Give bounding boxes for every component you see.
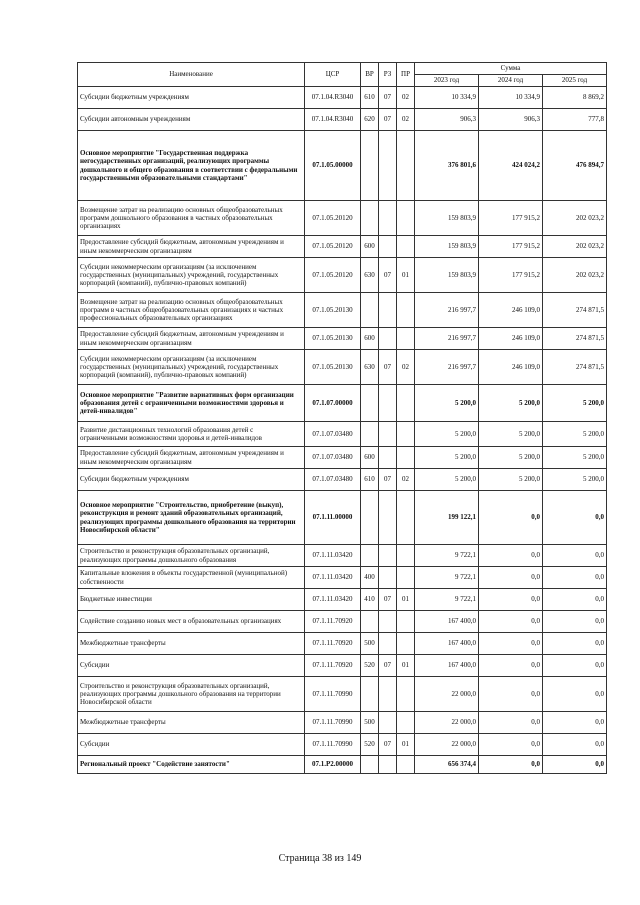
row-name: Региональный проект "Содействие занятости"	[78, 756, 305, 774]
row-name: Предоставление субсидий бюджетным, автономным учреждениям и иным некоммерческим организациям	[78, 236, 305, 258]
row-pr: 02	[397, 350, 415, 385]
row-pr	[397, 328, 415, 350]
row-vr	[361, 385, 379, 422]
row-name: Строительство и реконструкция образовательных организаций, реализующих программы дошкольного образования на территории Новосибирской области	[78, 677, 305, 712]
row-sum-2024: 0,0	[479, 545, 543, 567]
row-name: Межбюджетные трансферты	[78, 712, 305, 734]
row-rz: 07	[379, 87, 397, 109]
row-name: Основное мероприятие "Строительство, приобретение (выкуп), реконструкция и ремонт зданий образовательных организаций, реализующих программы дошкольного образования на территории Новосибирской области"	[78, 491, 305, 545]
table-row	[78, 677, 607, 712]
row-name: Субсидии	[78, 734, 305, 756]
header-vr: ВР	[361, 63, 379, 87]
row-rz	[379, 567, 397, 589]
row-vr	[361, 293, 379, 328]
row-sum-2023: 9 722,1	[415, 589, 479, 611]
row-pr: 01	[397, 734, 415, 756]
row-csr: 07.1.07.03480	[305, 447, 361, 469]
row-pr: 01	[397, 655, 415, 677]
table-row	[78, 567, 607, 589]
row-sum-2023: 10 334,9	[415, 87, 479, 109]
row-sum-2023: 167 400,0	[415, 611, 479, 633]
row-pr	[397, 611, 415, 633]
row-name: Межбюджетные трансферты	[78, 633, 305, 655]
row-csr: 07.1.11.03420	[305, 567, 361, 589]
row-sum-2025: 0,0	[543, 734, 607, 756]
row-rz: 07	[379, 258, 397, 293]
row-rz	[379, 236, 397, 258]
row-vr: 500	[361, 633, 379, 655]
row-sum-2024: 906,3	[479, 109, 543, 131]
row-name: Предоставление субсидий бюджетным, автономным учреждениям и иным некоммерческим организациям	[78, 328, 305, 350]
row-sum-2024: 177 915,2	[479, 258, 543, 293]
row-csr: 07.1.11.70920	[305, 633, 361, 655]
row-sum-2025: 5 200,0	[543, 447, 607, 469]
table-row	[78, 589, 607, 611]
table-row	[78, 611, 607, 633]
row-pr	[397, 293, 415, 328]
table-row	[78, 655, 607, 677]
row-vr: 630	[361, 350, 379, 385]
row-sum-2023: 906,3	[415, 109, 479, 131]
row-sum-2023: 9 722,1	[415, 567, 479, 589]
row-vr	[361, 756, 379, 774]
row-csr: 07.1.11.03420	[305, 589, 361, 611]
row-sum-2023: 376 801,6	[415, 131, 479, 201]
table-row	[78, 491, 607, 545]
table-row	[78, 447, 607, 469]
row-sum-2023: 22 000,0	[415, 734, 479, 756]
row-vr	[361, 201, 379, 236]
table-row	[78, 545, 607, 567]
row-sum-2024: 0,0	[479, 655, 543, 677]
row-sum-2025: 0,0	[543, 611, 607, 633]
row-name: Возмещение затрат на реализацию основных общеобразовательных программ дошкольного образования в частных образовательных организациях	[78, 201, 305, 236]
table-row	[78, 109, 607, 131]
row-name: Субсидии некоммерческим организациям (за исключением государственных (муниципальных) учреждений, государственных корпораций (компаний), публично-правовых компаний)	[78, 258, 305, 293]
row-csr: 07.1.07.00000	[305, 385, 361, 422]
row-sum-2024: 5 200,0	[479, 447, 543, 469]
table-row	[78, 131, 607, 201]
row-pr	[397, 677, 415, 712]
table-row	[78, 236, 607, 258]
row-sum-2024: 0,0	[479, 589, 543, 611]
header-year-2025: 2025 год	[543, 75, 607, 87]
row-pr	[397, 385, 415, 422]
row-csr: 07.1.05.20120	[305, 201, 361, 236]
row-sum-2023: 159 803,9	[415, 258, 479, 293]
row-name: Развитие дистанционных технологий образования детей с ограниченными возможностями здоровья и детей-инвалидов	[78, 422, 305, 447]
row-sum-2023: 199 122,1	[415, 491, 479, 545]
row-name: Строительство и реконструкция образовательных организаций, реализующих программы дошкольного образования	[78, 545, 305, 567]
row-sum-2025: 202 023,2	[543, 236, 607, 258]
table-row	[78, 258, 607, 293]
row-vr	[361, 677, 379, 712]
table-row	[78, 756, 607, 774]
row-name: Субсидии бюджетным учреждениям	[78, 469, 305, 491]
row-rz: 07	[379, 589, 397, 611]
row-csr: 07.1.11.70990	[305, 734, 361, 756]
row-sum-2025: 0,0	[543, 756, 607, 774]
row-pr	[397, 422, 415, 447]
row-vr: 630	[361, 258, 379, 293]
row-rz	[379, 545, 397, 567]
header-pr: ПР	[397, 63, 415, 87]
row-csr: 07.1.04.R3040	[305, 87, 361, 109]
table-row	[78, 469, 607, 491]
row-pr	[397, 633, 415, 655]
row-rz: 07	[379, 350, 397, 385]
row-rz	[379, 633, 397, 655]
row-name: Основное мероприятие "Государственная поддержка негосударственных организаций, реализующих программы дошкольного и общего образования в соответствии с федеральными государственными образовательными стандартами"	[78, 131, 305, 201]
row-sum-2024: 10 334,9	[479, 87, 543, 109]
row-sum-2025: 202 023,2	[543, 258, 607, 293]
row-vr: 600	[361, 328, 379, 350]
table-row	[78, 712, 607, 734]
row-csr: 07.1.05.00000	[305, 131, 361, 201]
row-rz	[379, 328, 397, 350]
row-vr	[361, 611, 379, 633]
row-sum-2023: 5 200,0	[415, 469, 479, 491]
row-sum-2024: 0,0	[479, 633, 543, 655]
row-sum-2024: 0,0	[479, 734, 543, 756]
row-vr: 610	[361, 87, 379, 109]
row-sum-2023: 22 000,0	[415, 712, 479, 734]
row-vr	[361, 545, 379, 567]
row-rz	[379, 677, 397, 712]
row-pr: 02	[397, 109, 415, 131]
table-row	[78, 734, 607, 756]
row-pr	[397, 712, 415, 734]
row-csr: 07.1.07.03480	[305, 469, 361, 491]
row-sum-2023: 159 803,9	[415, 236, 479, 258]
row-rz	[379, 756, 397, 774]
row-sum-2025: 5 200,0	[543, 422, 607, 447]
row-name: Бюджетные инвестиции	[78, 589, 305, 611]
table-row	[78, 633, 607, 655]
page-number: Страница 38 из 149	[278, 853, 362, 864]
row-rz	[379, 293, 397, 328]
row-sum-2025: 0,0	[543, 633, 607, 655]
table-row	[78, 87, 607, 109]
row-rz	[379, 422, 397, 447]
header-name: Наименование	[78, 63, 305, 87]
row-rz	[379, 491, 397, 545]
row-rz	[379, 712, 397, 734]
row-csr: 07.1.11.70990	[305, 677, 361, 712]
row-csr: 07.1.05.20130	[305, 328, 361, 350]
row-vr: 610	[361, 469, 379, 491]
row-sum-2024: 424 024,2	[479, 131, 543, 201]
row-rz: 07	[379, 655, 397, 677]
row-name: Предоставление субсидий бюджетным, автономным учреждениям и иным некоммерческим организациям	[78, 447, 305, 469]
row-sum-2023: 167 400,0	[415, 655, 479, 677]
row-pr	[397, 447, 415, 469]
row-sum-2024: 0,0	[479, 567, 543, 589]
row-csr: 07.1.07.03480	[305, 422, 361, 447]
row-name: Субсидии бюджетным учреждениям	[78, 87, 305, 109]
header-csr: ЦСР	[305, 63, 361, 87]
row-vr	[361, 422, 379, 447]
row-name: Содействие созданию новых мест в образовательных организациях	[78, 611, 305, 633]
row-csr: 07.1.11.70920	[305, 655, 361, 677]
row-csr: 07.1.11.00000	[305, 491, 361, 545]
row-name: Капитальные вложения в объекты государственной (муниципальной) собственности	[78, 567, 305, 589]
row-sum-2023: 216 997,7	[415, 293, 479, 328]
row-name: Возмещение затрат на реализацию основных общеобразовательных программ в частных общеобразовательных организациях и частных профессиональных образовательных организациях	[78, 293, 305, 328]
row-sum-2025: 8 869,2	[543, 87, 607, 109]
row-vr	[361, 491, 379, 545]
row-sum-2023: 5 200,0	[415, 385, 479, 422]
row-pr	[397, 236, 415, 258]
row-sum-2025: 5 200,0	[543, 469, 607, 491]
row-pr: 02	[397, 87, 415, 109]
table-body	[78, 87, 607, 774]
row-pr	[397, 567, 415, 589]
table-row	[78, 328, 607, 350]
row-csr: 07.1.11.70920	[305, 611, 361, 633]
table-row	[78, 422, 607, 447]
row-rz	[379, 385, 397, 422]
row-name: Субсидии автономным учреждениям	[78, 109, 305, 131]
header-year-2023: 2023 год	[415, 75, 479, 87]
row-pr: 01	[397, 258, 415, 293]
row-sum-2024: 177 915,2	[479, 201, 543, 236]
row-vr: 620	[361, 109, 379, 131]
row-vr: 520	[361, 734, 379, 756]
row-sum-2024: 5 200,0	[479, 385, 543, 422]
row-csr: 07.1.05.20120	[305, 258, 361, 293]
row-sum-2025: 777,8	[543, 109, 607, 131]
row-sum-2023: 167 400,0	[415, 633, 479, 655]
row-csr: 07.1.05.20130	[305, 350, 361, 385]
header-year-2024: 2024 год	[479, 75, 543, 87]
row-sum-2025: 274 871,5	[543, 293, 607, 328]
row-rz	[379, 447, 397, 469]
table-row	[78, 385, 607, 422]
row-pr	[397, 756, 415, 774]
row-vr: 500	[361, 712, 379, 734]
row-pr	[397, 545, 415, 567]
row-sum-2025: 0,0	[543, 712, 607, 734]
table-row	[78, 350, 607, 385]
row-rz: 07	[379, 469, 397, 491]
table-row	[78, 293, 607, 328]
row-rz: 07	[379, 734, 397, 756]
row-csr: 07.1.P2.00000	[305, 756, 361, 774]
row-sum-2023: 5 200,0	[415, 447, 479, 469]
row-sum-2025: 5 200,0	[543, 385, 607, 422]
row-name: Основное мероприятие "Развитие вариативных форм организации образования детей с ограниченными возможностями здоровья и детей-инвалидов"	[78, 385, 305, 422]
row-sum-2025: 0,0	[543, 655, 607, 677]
row-vr: 400	[361, 567, 379, 589]
row-vr: 410	[361, 589, 379, 611]
row-sum-2024: 246 109,0	[479, 293, 543, 328]
row-sum-2024: 177 915,2	[479, 236, 543, 258]
row-sum-2025: 0,0	[543, 589, 607, 611]
row-rz	[379, 131, 397, 201]
row-sum-2024: 246 109,0	[479, 328, 543, 350]
row-sum-2024: 0,0	[479, 756, 543, 774]
table-row	[78, 201, 607, 236]
row-sum-2023: 216 997,7	[415, 350, 479, 385]
row-sum-2025: 202 023,2	[543, 201, 607, 236]
row-csr: 07.1.04.R3040	[305, 109, 361, 131]
row-sum-2023: 9 722,1	[415, 545, 479, 567]
row-sum-2024: 246 109,0	[479, 350, 543, 385]
row-sum-2025: 0,0	[543, 567, 607, 589]
row-sum-2024: 5 200,0	[479, 422, 543, 447]
header-sum: Сумма	[415, 63, 607, 75]
row-csr: 07.1.11.70990	[305, 712, 361, 734]
row-sum-2025: 476 894,7	[543, 131, 607, 201]
row-pr	[397, 491, 415, 545]
row-sum-2023: 22 000,0	[415, 677, 479, 712]
row-csr: 07.1.11.03420	[305, 545, 361, 567]
row-pr: 01	[397, 589, 415, 611]
row-rz	[379, 201, 397, 236]
row-csr: 07.1.05.20130	[305, 293, 361, 328]
row-pr	[397, 201, 415, 236]
row-sum-2023: 656 374,4	[415, 756, 479, 774]
row-pr: 02	[397, 469, 415, 491]
row-sum-2023: 216 997,7	[415, 328, 479, 350]
budget-table	[77, 62, 607, 774]
row-vr	[361, 131, 379, 201]
row-pr	[397, 131, 415, 201]
row-sum-2025: 274 871,5	[543, 350, 607, 385]
row-sum-2024: 0,0	[479, 611, 543, 633]
row-csr: 07.1.05.20120	[305, 236, 361, 258]
row-vr: 520	[361, 655, 379, 677]
row-sum-2025: 274 871,5	[543, 328, 607, 350]
row-rz: 07	[379, 109, 397, 131]
row-sum-2025: 0,0	[543, 491, 607, 545]
row-sum-2025: 0,0	[543, 677, 607, 712]
row-sum-2024: 0,0	[479, 712, 543, 734]
row-sum-2025: 0,0	[543, 545, 607, 567]
row-rz	[379, 611, 397, 633]
row-vr: 600	[361, 236, 379, 258]
row-sum-2023: 5 200,0	[415, 422, 479, 447]
row-sum-2024: 5 200,0	[479, 469, 543, 491]
row-name: Субсидии	[78, 655, 305, 677]
header-rz: РЗ	[379, 63, 397, 87]
row-vr: 600	[361, 447, 379, 469]
row-sum-2024: 0,0	[479, 677, 543, 712]
row-sum-2024: 0,0	[479, 491, 543, 545]
row-name: Субсидии некоммерческим организациям (за исключением государственных (муниципальных) учреждений, государственных корпораций (компаний), публично-правовых компаний)	[78, 350, 305, 385]
row-sum-2023: 159 803,9	[415, 201, 479, 236]
